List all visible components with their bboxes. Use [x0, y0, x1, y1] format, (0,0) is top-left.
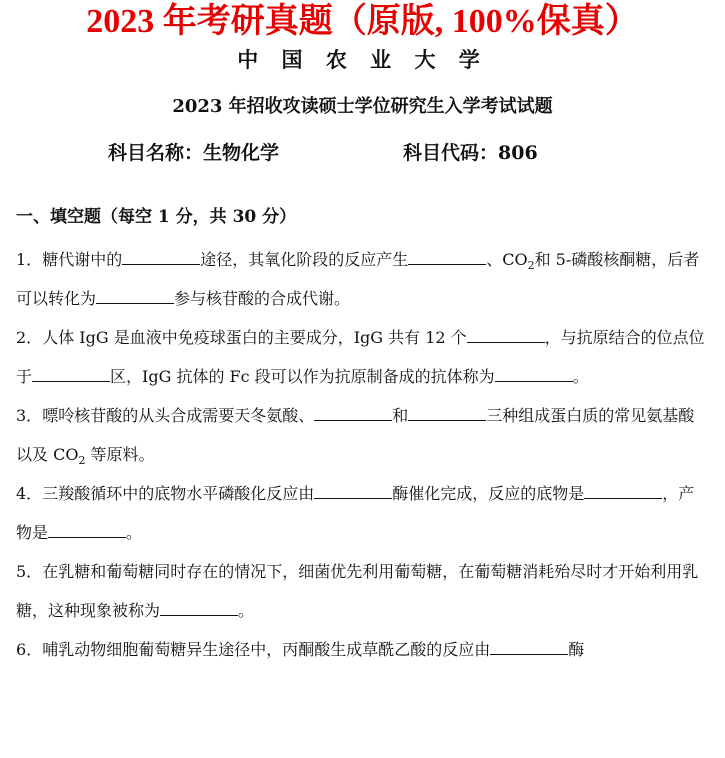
question-item [16, 396, 710, 474]
question-text: 糖代谢中的 [42, 250, 123, 269]
answer-blank [495, 380, 573, 382]
answer-blank [122, 263, 200, 265]
question-text: 区，IgG 抗体的 Fc 段可以作为抗原制备成的抗体称为 [110, 367, 495, 386]
question-number: 1． [16, 250, 43, 269]
question-text: ，与抗原结合的位点位于 [16, 328, 705, 386]
answer-blank [490, 653, 568, 655]
question-text: 和 5-磷酸核酮糖，后者可以转化为 [16, 250, 700, 308]
question-item [16, 474, 710, 552]
question-text: 酶 [568, 640, 585, 659]
subscript: 2 [527, 259, 535, 273]
question-item [16, 552, 710, 630]
question-text: 在乳糖和葡萄糖同时存在的情况下，细菌优先利用葡萄糖，在葡萄糖消耗殆尽时才开始利用乳糖，这种现象被称为 [16, 562, 699, 620]
question-text: ，产物是 [16, 484, 695, 542]
answer-blank [408, 419, 486, 421]
question-text: 、CO [486, 250, 528, 269]
answer-blank [48, 536, 126, 538]
question-item [16, 240, 710, 318]
question-text: 嘌呤核苷酸的从头合成需要天冬氨酸、 [42, 406, 315, 425]
question-text: 和 [392, 406, 409, 425]
answer-blank [314, 497, 392, 499]
question-number: 4． [16, 484, 43, 503]
question-item [16, 318, 710, 396]
question-number: 2． [16, 328, 43, 347]
question-text: 途径，其氧化阶段的反应产生 [200, 250, 409, 269]
question-text: 人体 IgG 是血液中免疫球蛋白的主要成分，IgG 共有 12 个 [42, 328, 467, 347]
answer-blank [32, 380, 110, 382]
answer-blank [467, 341, 545, 343]
section-heading: 一、填空题（每空 1 分，共 30 分） [16, 207, 297, 227]
question-text: 。 [572, 367, 589, 386]
question-text: 等原料。 [85, 445, 155, 464]
question-number: 5． [16, 562, 43, 581]
subject-code: 科目代码：806 [403, 142, 538, 164]
answer-blank [160, 614, 238, 616]
question-text: 酶催化完成，反应的底物是 [392, 484, 585, 503]
question-item [16, 630, 710, 669]
subscript: 2 [78, 454, 86, 468]
university-name: 中 国 农 业 大 学 [237, 47, 488, 72]
answer-blank [584, 497, 662, 499]
question-text: 哺乳动物细胞葡萄糖异生途径中，丙酮酸生成草酰乙酸的反应由 [42, 640, 491, 659]
question-number: 3． [16, 406, 43, 425]
question-text: 。 [238, 601, 255, 620]
question-text: 三羧酸循环中的底物水平磷酸化反应由 [42, 484, 315, 503]
answer-blank [96, 302, 174, 304]
answer-blank [408, 263, 486, 265]
subject-name: 科目名称：生物化学 [108, 142, 280, 164]
question-text: 。 [126, 523, 143, 542]
question-text: 参与核苷酸的合成代谢。 [174, 289, 351, 308]
answer-blank [314, 419, 392, 421]
question-number: 6． [16, 640, 43, 659]
question-text: 三种组成蛋白质的常见氨基酸以及 CO [16, 406, 695, 464]
exam-title: 2023 年招收攻读硕士学位研究生入学考试试题 [172, 96, 553, 117]
question-list [16, 240, 710, 669]
subject-row [108, 139, 668, 167]
banner-title: 2023 年考研真题（原版, 100%保真） [86, 3, 639, 40]
